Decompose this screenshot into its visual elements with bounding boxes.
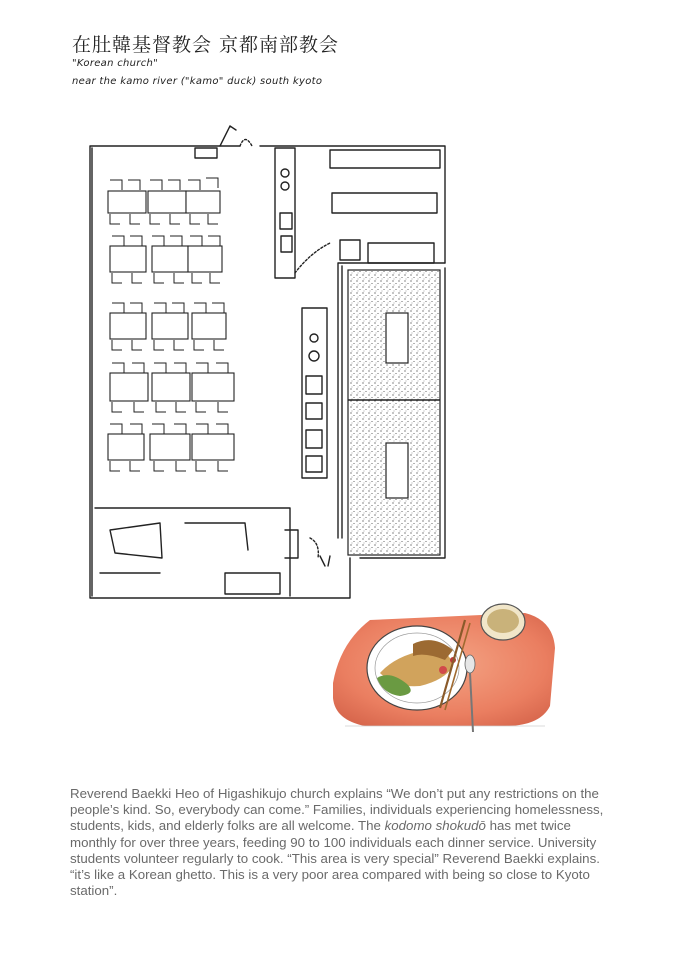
body-paragraph — [70, 786, 618, 899]
subtitle-location: near the kamo river ("kamo" duck) south kyoto — [72, 76, 323, 87]
caption-text-2: has met twice monthly for over three years, feeding 90 to 100 individuals each dinner service. University students volunteer regularly to cook. “This area is very special” Reverend Baekki explains. “it’s like a Korean ghetto. This is a very poor area compared with being so close to Kyoto station”. — [70, 818, 600, 899]
page-title: 在肚韓基督教会 京都南部教会 — [72, 34, 340, 56]
subtitle-korean-church: "Korean church" — [72, 58, 159, 69]
caption-text-1: Reverend Baekki Heo of Higashikujo church explains “We don’t put any restrictions on the people’s kind. So, everybody can come.” Families, individuals experiencing homelessness, students, kids, and elderly folks are all welcome. The — [70, 786, 604, 834]
meal-tray-illustration — [325, 598, 565, 740]
floor-plan-drawing — [80, 118, 460, 603]
caption-italic-term: kodomo shokudō — [384, 818, 486, 834]
